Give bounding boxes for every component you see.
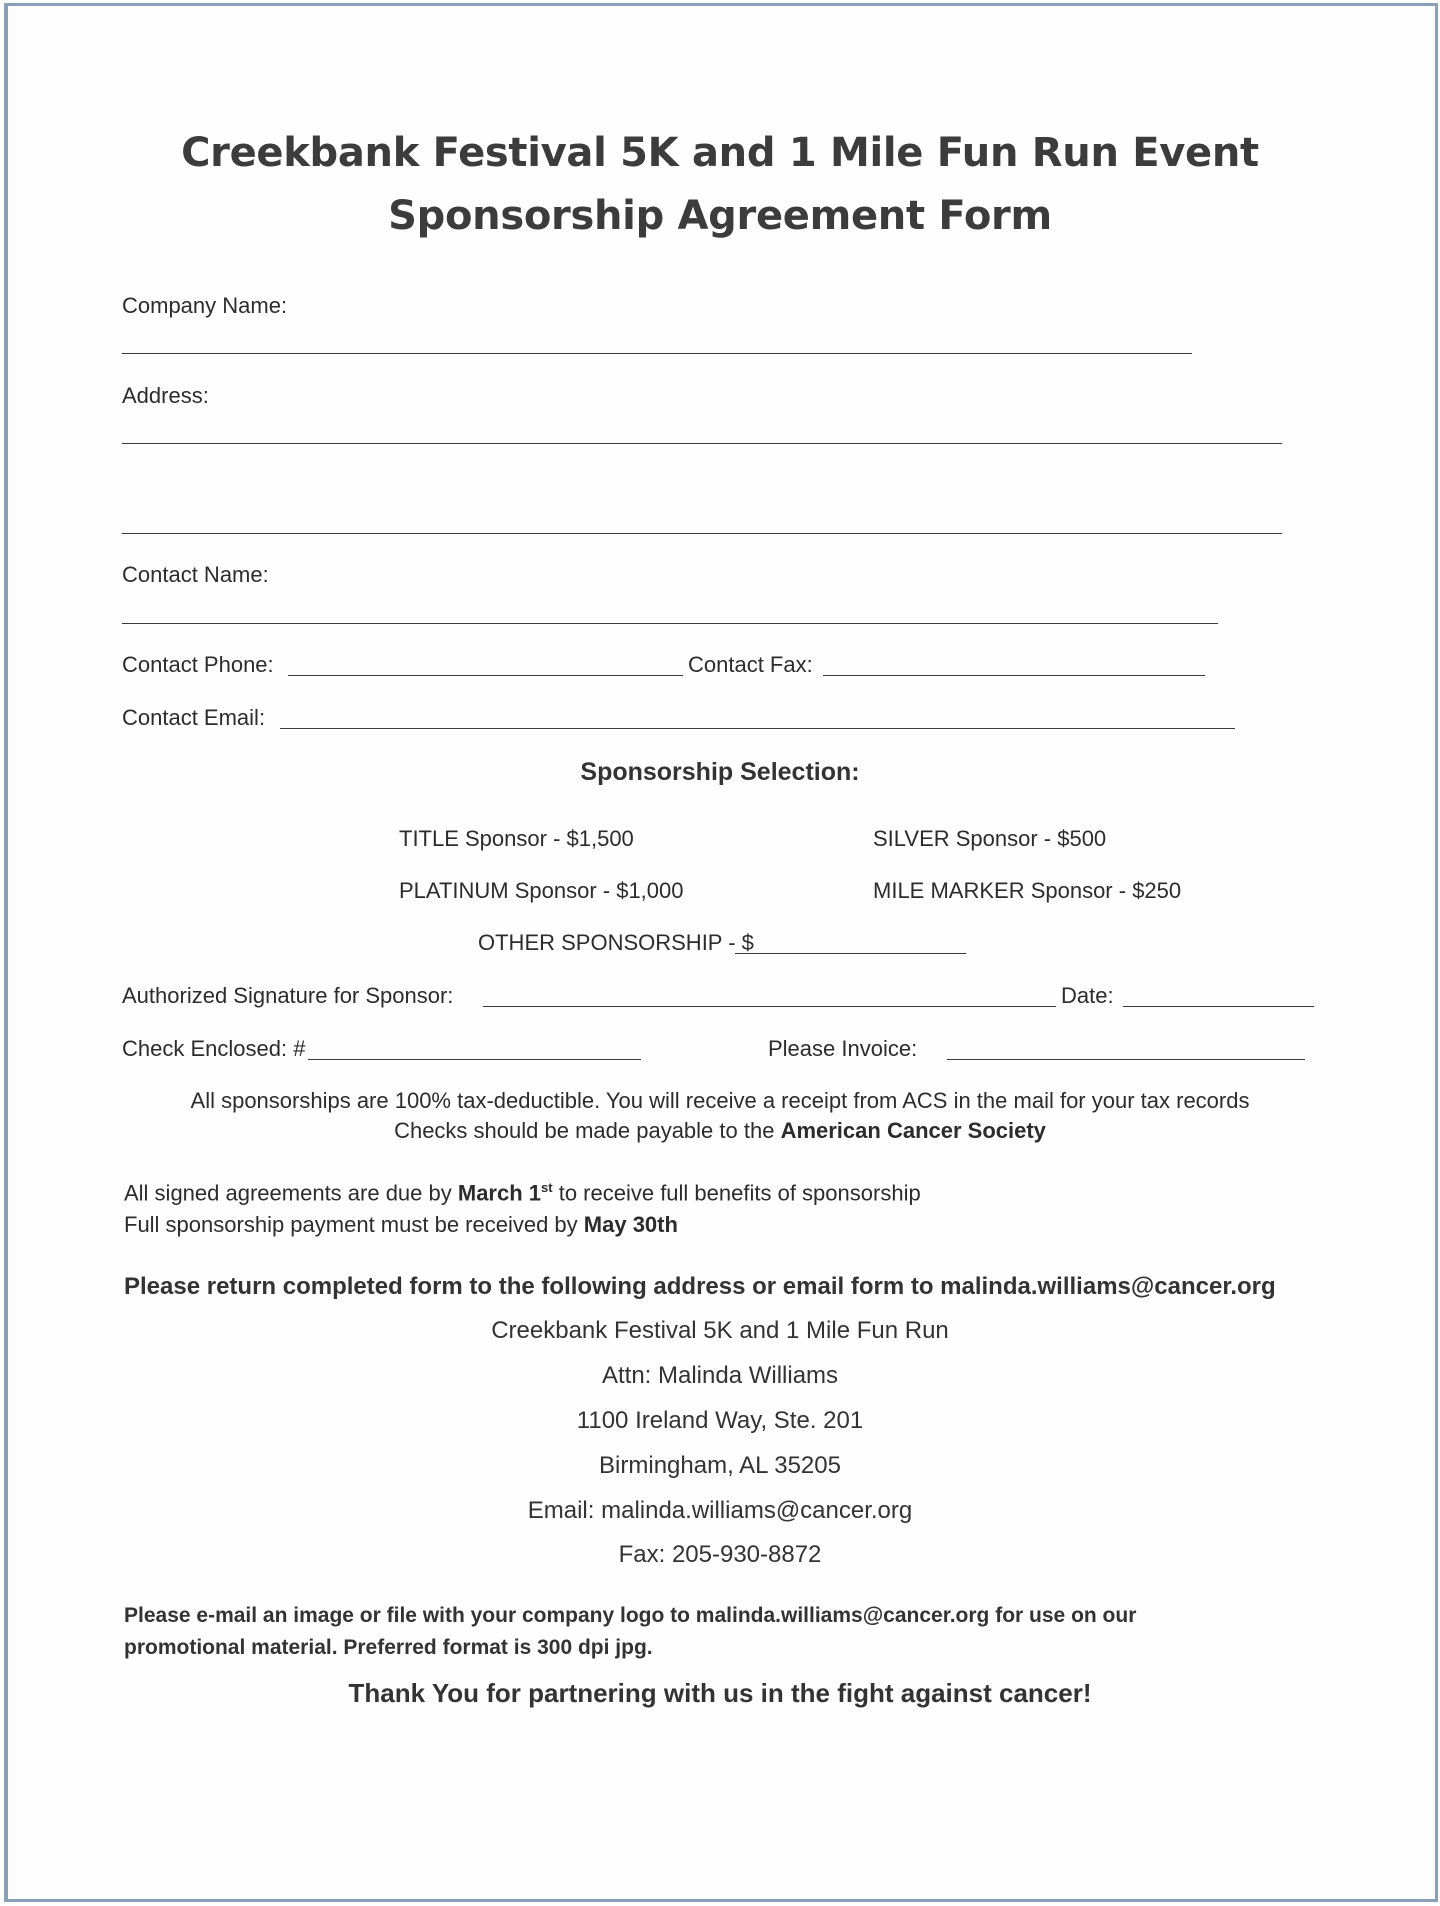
return-fax: Fax: 205-930-8872 bbox=[618, 1541, 822, 1568]
due-date: March 1 bbox=[457, 1180, 542, 1206]
logo-request-line1: Please e-mail an image or file with your company logo to malinda.williams@cancer.org for use on our bbox=[124, 1604, 1137, 1627]
date-label: Date: bbox=[1061, 983, 1114, 1008]
check-number-field[interactable] bbox=[308, 1059, 641, 1060]
thank-you-message: Thank You for partnering with us in the fight against cancer! bbox=[348, 1678, 1092, 1708]
date-field[interactable] bbox=[1123, 1006, 1314, 1007]
contact-fax-field[interactable] bbox=[823, 675, 1205, 676]
due-date-suffix: st bbox=[541, 1180, 553, 1195]
return-heading: Please return completed form to the following address or email form to malinda.williams@cancer.org bbox=[124, 1273, 1276, 1300]
checks-payable-text: Checks should be made payable to the bbox=[394, 1118, 781, 1143]
check-enclosed-label: Check Enclosed: # bbox=[122, 1036, 306, 1061]
return-email: Email: malinda.williams@cancer.org bbox=[527, 1497, 913, 1524]
payment-prefix: Full sponsorship payment must be received by bbox=[124, 1212, 584, 1237]
please-invoice-label: Please Invoice: bbox=[768, 1036, 918, 1061]
checks-payee: American Cancer Society bbox=[780, 1118, 1046, 1143]
contact-phone-field[interactable] bbox=[288, 675, 683, 676]
due-suffix: to receive full benefits of sponsorship bbox=[552, 1180, 921, 1206]
checks-payable-note bbox=[0, 1118, 1440, 1144]
agreement-due-note bbox=[124, 1180, 921, 1206]
silver-sponsor-option[interactable]: SILVER Sponsor - $500 bbox=[873, 826, 1107, 851]
form-title-line2: Sponsorship Agreement Form bbox=[388, 193, 1052, 239]
address-label: Address: bbox=[122, 383, 209, 408]
title-sponsor-option[interactable]: TITLE Sponsor - $1,500 bbox=[399, 826, 634, 851]
contact-email-field[interactable] bbox=[280, 728, 1235, 729]
other-sponsorship-label: OTHER SPONSORSHIP - $ bbox=[478, 930, 754, 955]
sponsorship-heading: Sponsorship Selection: bbox=[580, 758, 860, 786]
return-address-line2: Attn: Malinda Williams bbox=[601, 1362, 839, 1389]
authorized-signature-label: Authorized Signature for Sponsor: bbox=[122, 983, 454, 1008]
contact-phone-label: Contact Phone: bbox=[122, 652, 274, 677]
company-name-label: Company Name: bbox=[122, 293, 288, 318]
please-invoice-field[interactable] bbox=[947, 1059, 1305, 1060]
address-field-line1[interactable] bbox=[122, 443, 1282, 444]
logo-request-line2: promotional material. Preferred format is 300 dpi jpg. bbox=[124, 1636, 653, 1659]
mile-marker-sponsor-option[interactable]: MILE MARKER Sponsor - $250 bbox=[873, 878, 1182, 903]
return-address-line1: Creekbank Festival 5K and 1 Mile Fun Run bbox=[491, 1317, 949, 1344]
payment-due-note bbox=[124, 1212, 678, 1238]
form-title-line1: Creekbank Festival 5K and 1 Mile Fun Run Event bbox=[181, 130, 1259, 176]
other-sponsorship-amount-field[interactable] bbox=[735, 953, 966, 954]
company-name-field[interactable] bbox=[122, 353, 1192, 354]
platinum-sponsor-option[interactable]: PLATINUM Sponsor - $1,000 bbox=[399, 878, 684, 903]
authorized-signature-field[interactable] bbox=[483, 1006, 1056, 1007]
return-address-line4: Birmingham, AL 35205 bbox=[599, 1452, 841, 1479]
due-prefix: All signed agreements are due by bbox=[124, 1180, 458, 1206]
tax-deductible-note: All sponsorships are 100% tax-deductible. You will receive a receipt from ACS in the mail for your tax records bbox=[190, 1088, 1250, 1113]
address-field-line2[interactable] bbox=[122, 533, 1282, 534]
contact-email-label: Contact Email: bbox=[122, 705, 266, 730]
contact-fax-label: Contact Fax: bbox=[688, 652, 813, 677]
payment-date: May 30th bbox=[583, 1212, 678, 1237]
contact-name-label: Contact Name: bbox=[122, 562, 269, 587]
return-address-line3: 1100 Ireland Way, Ste. 201 bbox=[576, 1407, 864, 1434]
contact-name-field[interactable] bbox=[122, 623, 1218, 624]
